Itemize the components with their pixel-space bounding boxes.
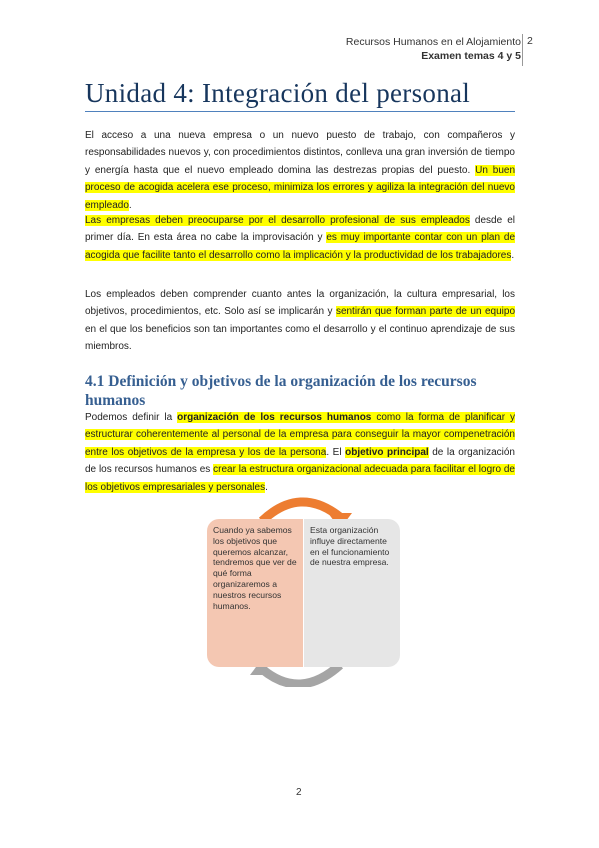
paragraph-4-text-2: . El	[326, 446, 346, 458]
paragraph-3-end: en el que los beneficios son tan importantes como el desarrollo y el continuo aprendizaje de sus miembros.	[85, 323, 515, 353]
header-divider	[522, 34, 523, 66]
paragraph-4-end: .	[265, 481, 268, 493]
title-underline	[85, 111, 515, 112]
paragraph-4	[85, 409, 515, 496]
footer-page-number: 2	[296, 787, 302, 798]
paragraph-2	[85, 212, 515, 264]
cycle-diagram	[200, 497, 400, 687]
paragraph-3-text: Los empleados deben comprender cuanto antes la organización, la cultura empresarial, los objetivos, procedimientos, etc. Solo así se implicarán y	[85, 289, 515, 318]
section-heading: 4.1 Definición y objetivos de la organización de los recursos humanos	[85, 373, 477, 409]
paragraph-2-end: .	[511, 249, 515, 261]
paragraph-1-end: .	[128, 199, 132, 211]
paragraph-4-highlight-1: como la forma de planificar y estructurar coherentemente al personal de la empresa para conseguir la mayor compenetración entre los objetivos de la empresa y los de la persona	[85, 412, 515, 458]
paragraph-2-highlight-2: es muy importante contar con un plan de acogida que facilite tanto el desarrollo como la implicación y la productividad de los trabajadores	[85, 232, 516, 261]
paragraph-1	[85, 127, 515, 214]
bottom-arrow	[262, 665, 340, 684]
left-box: Cuando ya sabemos los objetivos que queremos alcanzar, tendremos que ver de qué forma organizaremos a nuestros recursos humanos.	[207, 519, 303, 667]
header-subtitle: Examen temas 4 y 5	[421, 50, 521, 62]
paragraph-4-term: organización de los recursos humanos	[177, 412, 372, 423]
paragraph-1-text: El acceso a una nueva empresa o un nuevo puesto de trabajo, con compañeros y responsabilidades nuevos y, con procedimientos distintos, conlleva una gran inversión de tiempo y energía hasta que el nuevo empleado domina las destrezas propias del puesto.	[85, 130, 515, 176]
paragraph-4-text-3: de la organización de los recursos humanos es	[85, 446, 515, 476]
running-header	[346, 35, 521, 63]
paragraph-1-highlight: Un buen proceso de acogida acelera ese proceso, minimiza los errores y agiliza la integración del nuevo empleado	[85, 164, 516, 211]
paragraph-3	[85, 286, 515, 356]
header-page-number: 2	[527, 35, 533, 47]
header-title: Recursos Humanos en el Alojamiento	[345, 36, 521, 48]
paragraph-2-text: desde el primer día. En esta área no cabe la improvisación y	[85, 215, 515, 244]
page-title: Unidad 4: Integración del personal	[85, 78, 471, 108]
paragraph-4-highlight-2: crear la estructura organizacional adecuada para facilitar el logro de los objetivos empresariales y personales	[85, 464, 515, 493]
paragraph-2-highlight-1: Las empresas deben preocuparse por el desarrollo profesional de sus empleados	[85, 215, 470, 226]
paragraph-4-key: objetivo principal	[345, 446, 429, 458]
right-box: Esta organización influye directamente en el funcionamiento de nuestra empresa.	[304, 519, 400, 667]
paragraph-3-highlight: sentirán que forman parte de un equipo	[335, 306, 516, 318]
paragraph-4-text-1: Podemos definir la	[85, 412, 178, 423]
